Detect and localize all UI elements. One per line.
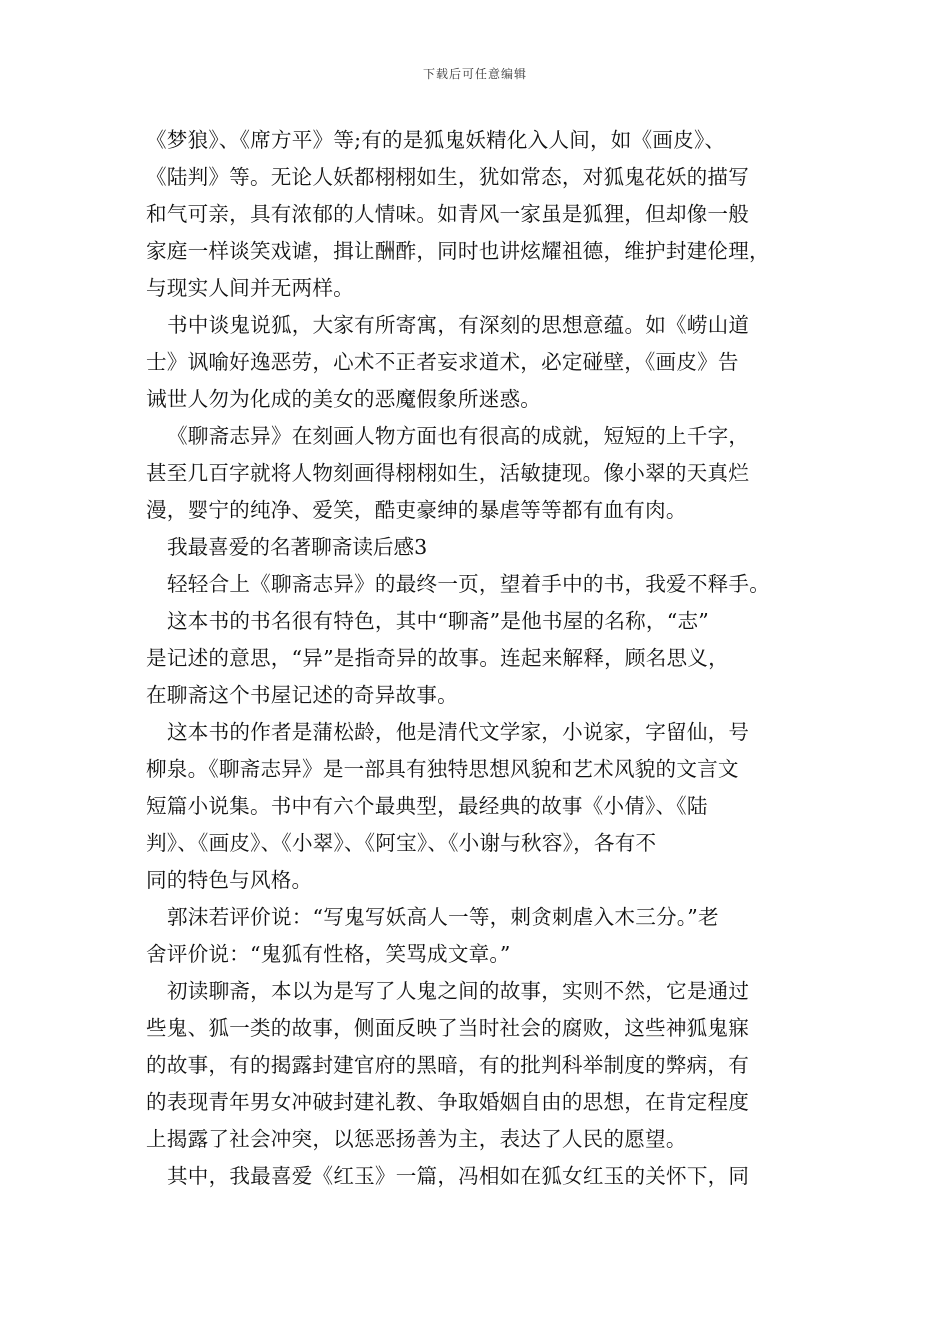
paragraph-start-line: 这本书的书名很有特色，其中“聊斋”是他书屋的名称，“志” bbox=[167, 609, 709, 633]
text-line: 柳泉。《聊斋志异》是一部具有独特思想风貌和艺术风貌的文言文 bbox=[146, 757, 739, 781]
text-line: 和气可亲，具有浓郁的人情味。如青风一家虽是狐狸，但却像一般 bbox=[146, 202, 750, 226]
text-line: 舍评价说：“鬼狐有性格，笑骂成文章。” bbox=[146, 942, 511, 966]
text-line: 的故事，有的揭露封建官府的黑暗，有的批判科举制度的弊病，有 bbox=[146, 1053, 750, 1077]
text-line: 上揭露了社会冲突，以惩恶扬善为主，表达了人民的愿望。 bbox=[146, 1127, 687, 1151]
text-line: 家庭一样谈笑戏谑，揖让酬酢，同时也讲炫耀祖德，维护封建伦理， bbox=[146, 239, 770, 263]
text-line: 诫世人勿为化成的美女的恶魔假象所迷惑。 bbox=[146, 387, 542, 411]
paragraph-start-line: 这本书的作者是蒲松龄，他是清代文学家，小说家，字留仙，号 bbox=[167, 720, 750, 744]
paragraph-start-line: 书中谈鬼说狐，大家有所寄寓，有深刻的思想意蕴。如《崂山道 bbox=[167, 313, 750, 337]
paragraph-start-line: 初读聊斋，本以为是写了人鬼之间的故事，实则不然，它是通过 bbox=[167, 979, 750, 1003]
paragraph-start-line: 《聊斋志异》在刻画人物方面也有很高的成就，短短的上千字， bbox=[167, 424, 750, 448]
text-line: 些鬼、狐一类的故事，侧面反映了当时社会的腐败，这些神狐鬼寐 bbox=[146, 1016, 750, 1040]
text-line: 与现实人间并无两样。 bbox=[146, 276, 354, 300]
page-header: 下载后可任意编辑 bbox=[422, 67, 527, 81]
text-line: 漫，婴宁的纯净、爱笑，酷吏豪绅的暴虐等等都有血有肉。 bbox=[146, 498, 687, 522]
text-line: 《陆判》等。无论人妖都栩栩如生，犹如常态，对狐鬼花妖的描写 bbox=[146, 165, 750, 189]
text-line: 是记述的意思，“异”是指奇异的故事。连起来解释，顾名思义， bbox=[146, 646, 729, 670]
section-heading: 我最喜爱的名著聊斋读后感3 bbox=[167, 535, 428, 559]
text-line: 同的特色与风格。 bbox=[146, 868, 313, 892]
paragraph-start-line: 其中，我最喜爱《红玉》一篇，冯相如在狐女红玉的关怀下，同 bbox=[167, 1164, 750, 1188]
text-line: 的表现青年男女冲破封建礼教、争取婚姻自由的思想，在肯定程度 bbox=[146, 1090, 750, 1114]
text-line: 士》讽喻好逸恶劳，心术不正者妄求道术，必定碰壁，《画皮》告 bbox=[146, 350, 739, 374]
text-line: 在聊斋这个书屋记述的奇异故事。 bbox=[146, 683, 458, 707]
text-line: 甚至几百字就将人物刻画得栩栩如生，活敏捷现。像小翠的天真烂 bbox=[146, 461, 750, 485]
document-body bbox=[146, 122, 818, 1195]
text-line: 《梦狼》、《席方平》等;有的是狐鬼妖精化入人间，如《画皮》、 bbox=[146, 128, 726, 152]
paragraph-start-line: 轻轻合上《聊斋志异》的最终一页，望着手中的书，我爱不释手。 bbox=[167, 572, 771, 596]
paragraph-start-line: 郭沫若评价说：“写鬼写妖高人一等，刺贪刺虐入木三分。”老 bbox=[167, 905, 719, 929]
text-line: 判》、《画皮》、《小翠》、《阿宝》、《小谢与秋容》，各有不 bbox=[146, 831, 657, 855]
text-line: 短篇小说集。书中有六个最典型，最经典的故事《小倩》、《陆 bbox=[146, 794, 708, 818]
